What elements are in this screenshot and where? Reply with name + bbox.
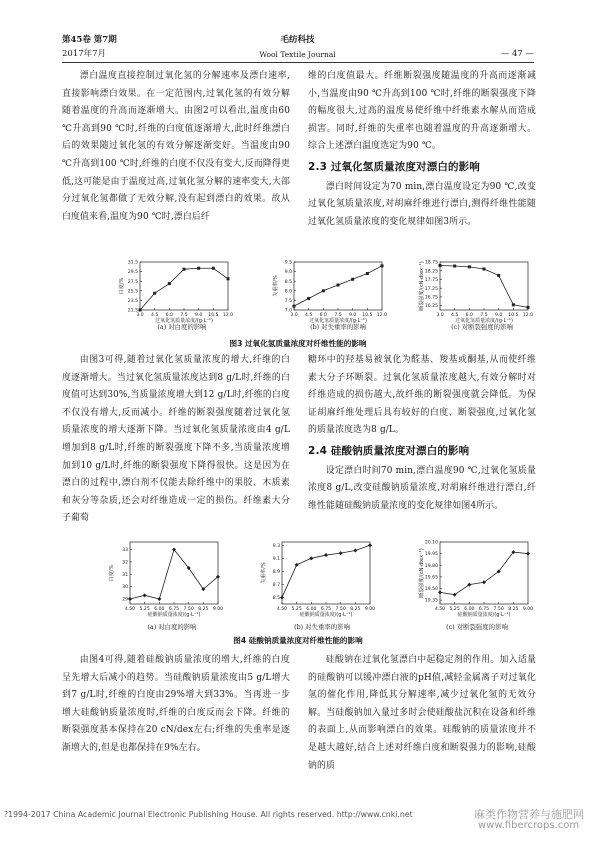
x-axis-label: 硅酸钠质量浓度/(g·L⁻¹) — [147, 612, 201, 618]
x-tick-label: 4.5 — [305, 313, 313, 318]
section-heading: 2.3 过氧化氢质量浓度对漂白的影响 — [308, 160, 480, 173]
y-tick-label: 30 — [122, 585, 128, 591]
paragraph: 设定漂白时间70 min,漂白温度90 ℃,过氧化氢质量浓度8 g/L,改变硅酸钠质量浓度,对胡麻纤维进行漂白,纤维性能随硅酸钠质量浓度的变化规律如图4所示。 — [308, 465, 536, 511]
y-tick-label: 9.1 — [272, 556, 280, 562]
y-axis-label: 断裂强度/(cN·dtex⁻¹) — [419, 548, 425, 598]
data-point — [139, 309, 142, 312]
header-page-number: — 47 — — [500, 49, 534, 59]
header-volume: 第45卷 第7期 — [62, 35, 117, 45]
x-tick-label: 10.5 — [508, 313, 519, 318]
x-axis-label: 过氧化氢质量浓度/(g·L⁻¹) — [155, 318, 213, 324]
y-tick-label: 18.25 — [424, 269, 438, 275]
data-point — [157, 597, 161, 601]
y-tick-label: 8.9 — [272, 569, 280, 575]
data-point — [212, 267, 215, 270]
x-tick-label: 9.00 — [364, 607, 376, 612]
x-tick-label: 12.0 — [522, 313, 534, 318]
data-point — [339, 551, 343, 555]
left-column-block-1 — [62, 68, 290, 226]
figure-4 — [62, 538, 534, 648]
data-point — [439, 264, 442, 267]
x-tick-label: 3.0 — [290, 313, 298, 318]
x-tick-label: 4.5 — [151, 313, 159, 318]
y-tick-label: 16.25 — [424, 304, 438, 310]
x-tick-label: 6.75 — [168, 607, 180, 612]
y-tick-label: 19.80 — [424, 563, 438, 569]
watermark-url: www.fibercrops.com — [478, 820, 580, 831]
figure-3-caption: 图3 过氧化氢质量浓度对纤维性能的影响 — [229, 339, 367, 348]
x-tick-label: 12.0 — [222, 313, 234, 318]
paragraph: 硅酸钠在过氧化氢漂白中起稳定剂的作用。加入适量的硅酸钠可以缓冲漂白液的pH值,减轻金属离子对过氧化氢的催化作用,降低其分解速率,减少过氧化氢的无效分解。当硅酸钠加入量过多时会使硅酸盐沉积在设备和纤维的表面上,从而影响漂白的效果。硅酸钠的质量浓度并不是越大越好,结合上述对纤维白度和断裂强力的影响,硅酸钠的质 — [308, 655, 536, 771]
y-tick-label: 29.5 — [127, 270, 138, 276]
x-tick-label: 4.50 — [434, 607, 446, 612]
x-tick-label: 5.25 — [291, 607, 302, 612]
data-point — [280, 595, 284, 599]
x-tick-label: 7.5 — [334, 313, 342, 318]
right-column-block-2 — [308, 352, 536, 515]
y-tick-label: 17.25 — [424, 286, 438, 292]
data-point — [353, 548, 357, 552]
footer-copyright: ?1994-2017 China Academic Journal Electronic Publishing House. All rights reserved. http://www.cnki.net — [4, 810, 413, 819]
x-axis-label: 硅酸钠质量浓度/(g·L⁻¹) — [299, 612, 353, 618]
section-heading: 2.4 硅酸钠质量浓度对漂白的影响 — [308, 444, 470, 457]
x-tick-label: 6.75 — [478, 607, 490, 612]
y-tick-label: 31 — [122, 572, 128, 578]
y-tick-label: 31.5 — [127, 260, 138, 266]
fig4-sub-a: (a) 对白度的影响 — [147, 623, 197, 631]
x-tick-label: 6.0 — [319, 313, 327, 318]
x-tick-label: 3.0 — [136, 313, 144, 318]
x-tick-label: 5.25 — [449, 607, 460, 612]
paragraph: 维的白度值最大。纤维断裂强度随温度的升高而逐渐减小,当温度由90 ℃升高到100 ℃时,纤维的断裂强度下降的幅度很大,过高的温度易使纤维中纤维素水解从而造成损害。同时,纤维的失重率也随着温度的升高逐渐增大。综合上述漂白温度选定为90 ℃。 — [308, 71, 536, 152]
y-tick-label: 8.7 — [272, 583, 280, 589]
y-tick-label: 9.3 — [272, 543, 280, 549]
data-point — [309, 556, 313, 560]
y-tick-label: 33 — [122, 548, 128, 554]
x-tick-label: 4.50 — [276, 607, 288, 612]
y-tick-label: 8.0 — [284, 289, 292, 295]
x-tick-label: 9.0 — [349, 313, 357, 318]
data-point — [143, 593, 147, 597]
figure-4-caption: 图4 硅酸钠质量浓度对纤维性能的影响 — [233, 636, 363, 645]
x-tick-label: 7.5 — [180, 313, 188, 318]
right-column-block-3 — [308, 652, 536, 775]
x-tick-label: 3.0 — [436, 313, 444, 318]
figure-3 — [62, 256, 534, 352]
paragraph: 由图3可得,随着过氧化氢质量浓度的增大,纤维的白度逐渐增大。当过氧化氢质量浓度达到8 g/L时,纤维的白度值可达到30%,当质量浓度增大到12 g/L时,纤维的白度不仅没有增大,反而减小。纤维的断裂强度随着过氧化氢质量浓度的增大逐渐下降。当过氧化氢质量浓度由4 g/L增加到8 g/L时,纤维的断裂强度下降不多,当质量浓度增加到10 g/L时,纤维的断裂强度下降得很快。这是因为在漂白的过程中,漂白剂不仅能去除纤维中的果胶、木质素和灰分等杂质,还会对纤维造成一定的损伤。纤维素大分子葡萄 — [62, 355, 290, 524]
paragraph: 漂白时间设定为70 min,漂白温度设定为90 ℃,改变过氧化氢质量浓度,对胡麻纤维进行漂白,测得纤维性能随过氧化氢质量浓度的变化规律如图3所示。 — [308, 181, 536, 227]
paragraph: 由图4可得,随着硅酸钠质量浓度的增大,纤维的白度呈先增大后减小的趋势。当硅酸钠质量浓度由5 g/L增大到7 g/L时,纤维的白度由29%增大到33%。当再进一步增大硅酸钠质量浓度时,纤维的白度反而会下降。纤维的断裂强度基本保持在20 cN/dex左右;纤维的失重率是逐渐增大的,但是也都保持在9%左右。 — [62, 655, 290, 753]
x-tick-label: 10.5 — [208, 313, 219, 318]
x-tick-label: 4.50 — [124, 607, 136, 612]
data-point — [197, 267, 200, 270]
header-journal-en: Wool Textile Journal — [259, 50, 336, 59]
y-tick-label: 19.50 — [424, 587, 438, 593]
fig3-sub-a: (a) 对白度的影响 — [157, 323, 207, 331]
data-point — [351, 278, 354, 281]
x-tick-label: 9.0 — [495, 313, 503, 318]
x-tick-label: 9.00 — [522, 607, 534, 612]
plot-frame — [282, 542, 370, 604]
y-tick-label: 32 — [122, 560, 128, 566]
data-point — [497, 274, 500, 277]
data-point — [324, 553, 328, 557]
y-axis-label: 失重率/% — [261, 562, 267, 584]
y-tick-label: 9.5 — [284, 260, 292, 266]
data-point — [295, 563, 299, 567]
data-point — [337, 284, 340, 287]
left-column-block-2 — [62, 352, 290, 528]
y-tick-label: 19.95 — [424, 552, 438, 558]
x-tick-label: 4.5 — [451, 313, 459, 318]
paragraph: 漂白温度直接控制过氧化氢的分解速率及漂白速率,直接影响漂白效果。在一定范围内,过氧化氢的有效分解随着温度的升高而逐渐增大。由图2可以看出,温度由60 ℃升高到90 ℃时,纤维的白度值逐渐增大,此时纤维漂白后的效果随过氧化氢的有效分解逐渐变好。当温度由90 ℃升高到100 ℃时,纤维的白度不仅没有变大,反而降得更低,这可能是由于温度过高,过氧化氢分解的速率变大,大部分过氧化氢都做了无效分解,没有起到漂白的效果。故从白度值来看,温度为90 ℃时,漂白后纤 — [62, 71, 290, 222]
series-line — [440, 265, 528, 307]
data-point — [128, 597, 132, 601]
y-tick-label: 8.5 — [272, 596, 280, 602]
x-tick-label: 9.00 — [212, 607, 224, 612]
data-point — [366, 272, 369, 275]
y-axis-label: 白度/% — [109, 564, 115, 582]
data-point — [368, 543, 372, 547]
y-axis-label: 白度/% — [119, 277, 125, 295]
y-tick-label: 18.75 — [424, 260, 438, 266]
x-tick-label: 6.0 — [165, 313, 173, 318]
left-column-block-3 — [62, 652, 290, 758]
x-tick-label: 6.75 — [320, 607, 332, 612]
x-tick-label: 10.5 — [362, 313, 373, 318]
data-point — [512, 303, 515, 306]
figure-4-charts — [62, 538, 534, 624]
x-tick-label: 6.0 — [465, 313, 473, 318]
y-tick-label: 7.0 — [284, 308, 292, 314]
series-line — [130, 549, 218, 599]
y-axis-label: 断裂强度/(cN·dtex⁻¹) — [419, 261, 425, 311]
x-axis-label: 过氧化氢质量浓度/(g·L⁻¹) — [309, 318, 367, 324]
data-point — [153, 292, 156, 295]
fig4-sub-c: (c) 对断裂强度的影响 — [446, 623, 508, 631]
paragraph: 糖环中的羟基易被氧化为醛基、羧基或酮基,从而使纤维素大分子环断裂。过氧化氢质量浓度越大,有效分解时对纤维造成的损伤越大,故纤维的断裂强度就会降低。为保证胡麻纤维处理后具有较好的白度、断裂强度,过氧化氢的质量浓度选为8 g/L。 — [308, 355, 536, 436]
x-tick-label: 5.25 — [139, 607, 150, 612]
x-tick-label: 7.5 — [480, 313, 488, 318]
data-point — [453, 265, 456, 268]
series-line — [140, 268, 228, 310]
data-point — [227, 277, 230, 280]
y-tick-label: 21.5 — [127, 308, 138, 314]
y-tick-label: 19.65 — [424, 575, 438, 581]
data-point — [322, 289, 325, 292]
y-tick-label: 20.10 — [424, 540, 438, 546]
y-tick-label: 19.35 — [424, 598, 438, 604]
x-tick-label: 12.0 — [376, 313, 388, 318]
data-point — [527, 306, 530, 309]
data-point — [381, 264, 384, 267]
y-tick-label: 9.0 — [284, 270, 292, 276]
x-axis-label: 硅酸钠质量浓度/(g·L⁻¹) — [457, 612, 511, 618]
x-tick-label: 6.00 — [154, 607, 165, 612]
y-tick-label: 8.5 — [284, 279, 292, 285]
x-tick-label: 6.00 — [306, 607, 317, 612]
data-point — [526, 552, 530, 556]
x-axis-label: 过氧化氢质量浓度/(g·L⁻¹) — [455, 318, 513, 324]
y-tick-label: 7.5 — [284, 299, 292, 304]
x-tick-label: 8.25 — [508, 607, 519, 612]
x-tick-label: 7.50 — [493, 607, 504, 612]
fig4-sub-b: (b) 对失重率的影响 — [294, 623, 350, 631]
y-tick-label: 29 — [122, 597, 128, 603]
data-point — [468, 265, 471, 268]
x-tick-label: 8.25 — [350, 607, 361, 612]
y-tick-label: 23.5 — [127, 299, 138, 304]
fig3-sub-c: (c) 对断裂强度的影响 — [451, 323, 513, 331]
x-tick-label: 8.25 — [198, 607, 209, 612]
x-tick-label: 7.50 — [335, 607, 346, 612]
x-tick-label: 7.50 — [183, 607, 194, 612]
right-column-block-1 — [308, 68, 536, 231]
y-tick-label: 27.5 — [127, 279, 138, 285]
x-tick-label: 9.0 — [195, 313, 203, 318]
header-journal-cn: 毛纺科技 — [280, 35, 315, 45]
data-point — [293, 305, 296, 308]
y-tick-label: 17.75 — [424, 278, 438, 284]
series-line — [440, 552, 528, 595]
data-point — [168, 282, 171, 285]
watermark-cn: 麻类作物营养与施肥网 — [474, 808, 584, 821]
x-tick-label: 6.00 — [464, 607, 475, 612]
data-point — [483, 267, 486, 270]
fig3-sub-b: (b) 对失重率的影响 — [310, 323, 366, 331]
data-point — [183, 268, 186, 271]
header-rule — [62, 62, 534, 63]
y-axis-label: 失重率/% — [273, 275, 279, 297]
data-point — [307, 297, 310, 300]
header-date: 2017年7月 — [62, 49, 107, 59]
y-tick-label: 16.75 — [424, 295, 438, 301]
data-point — [438, 590, 442, 594]
y-tick-label: 25.5 — [127, 289, 138, 295]
